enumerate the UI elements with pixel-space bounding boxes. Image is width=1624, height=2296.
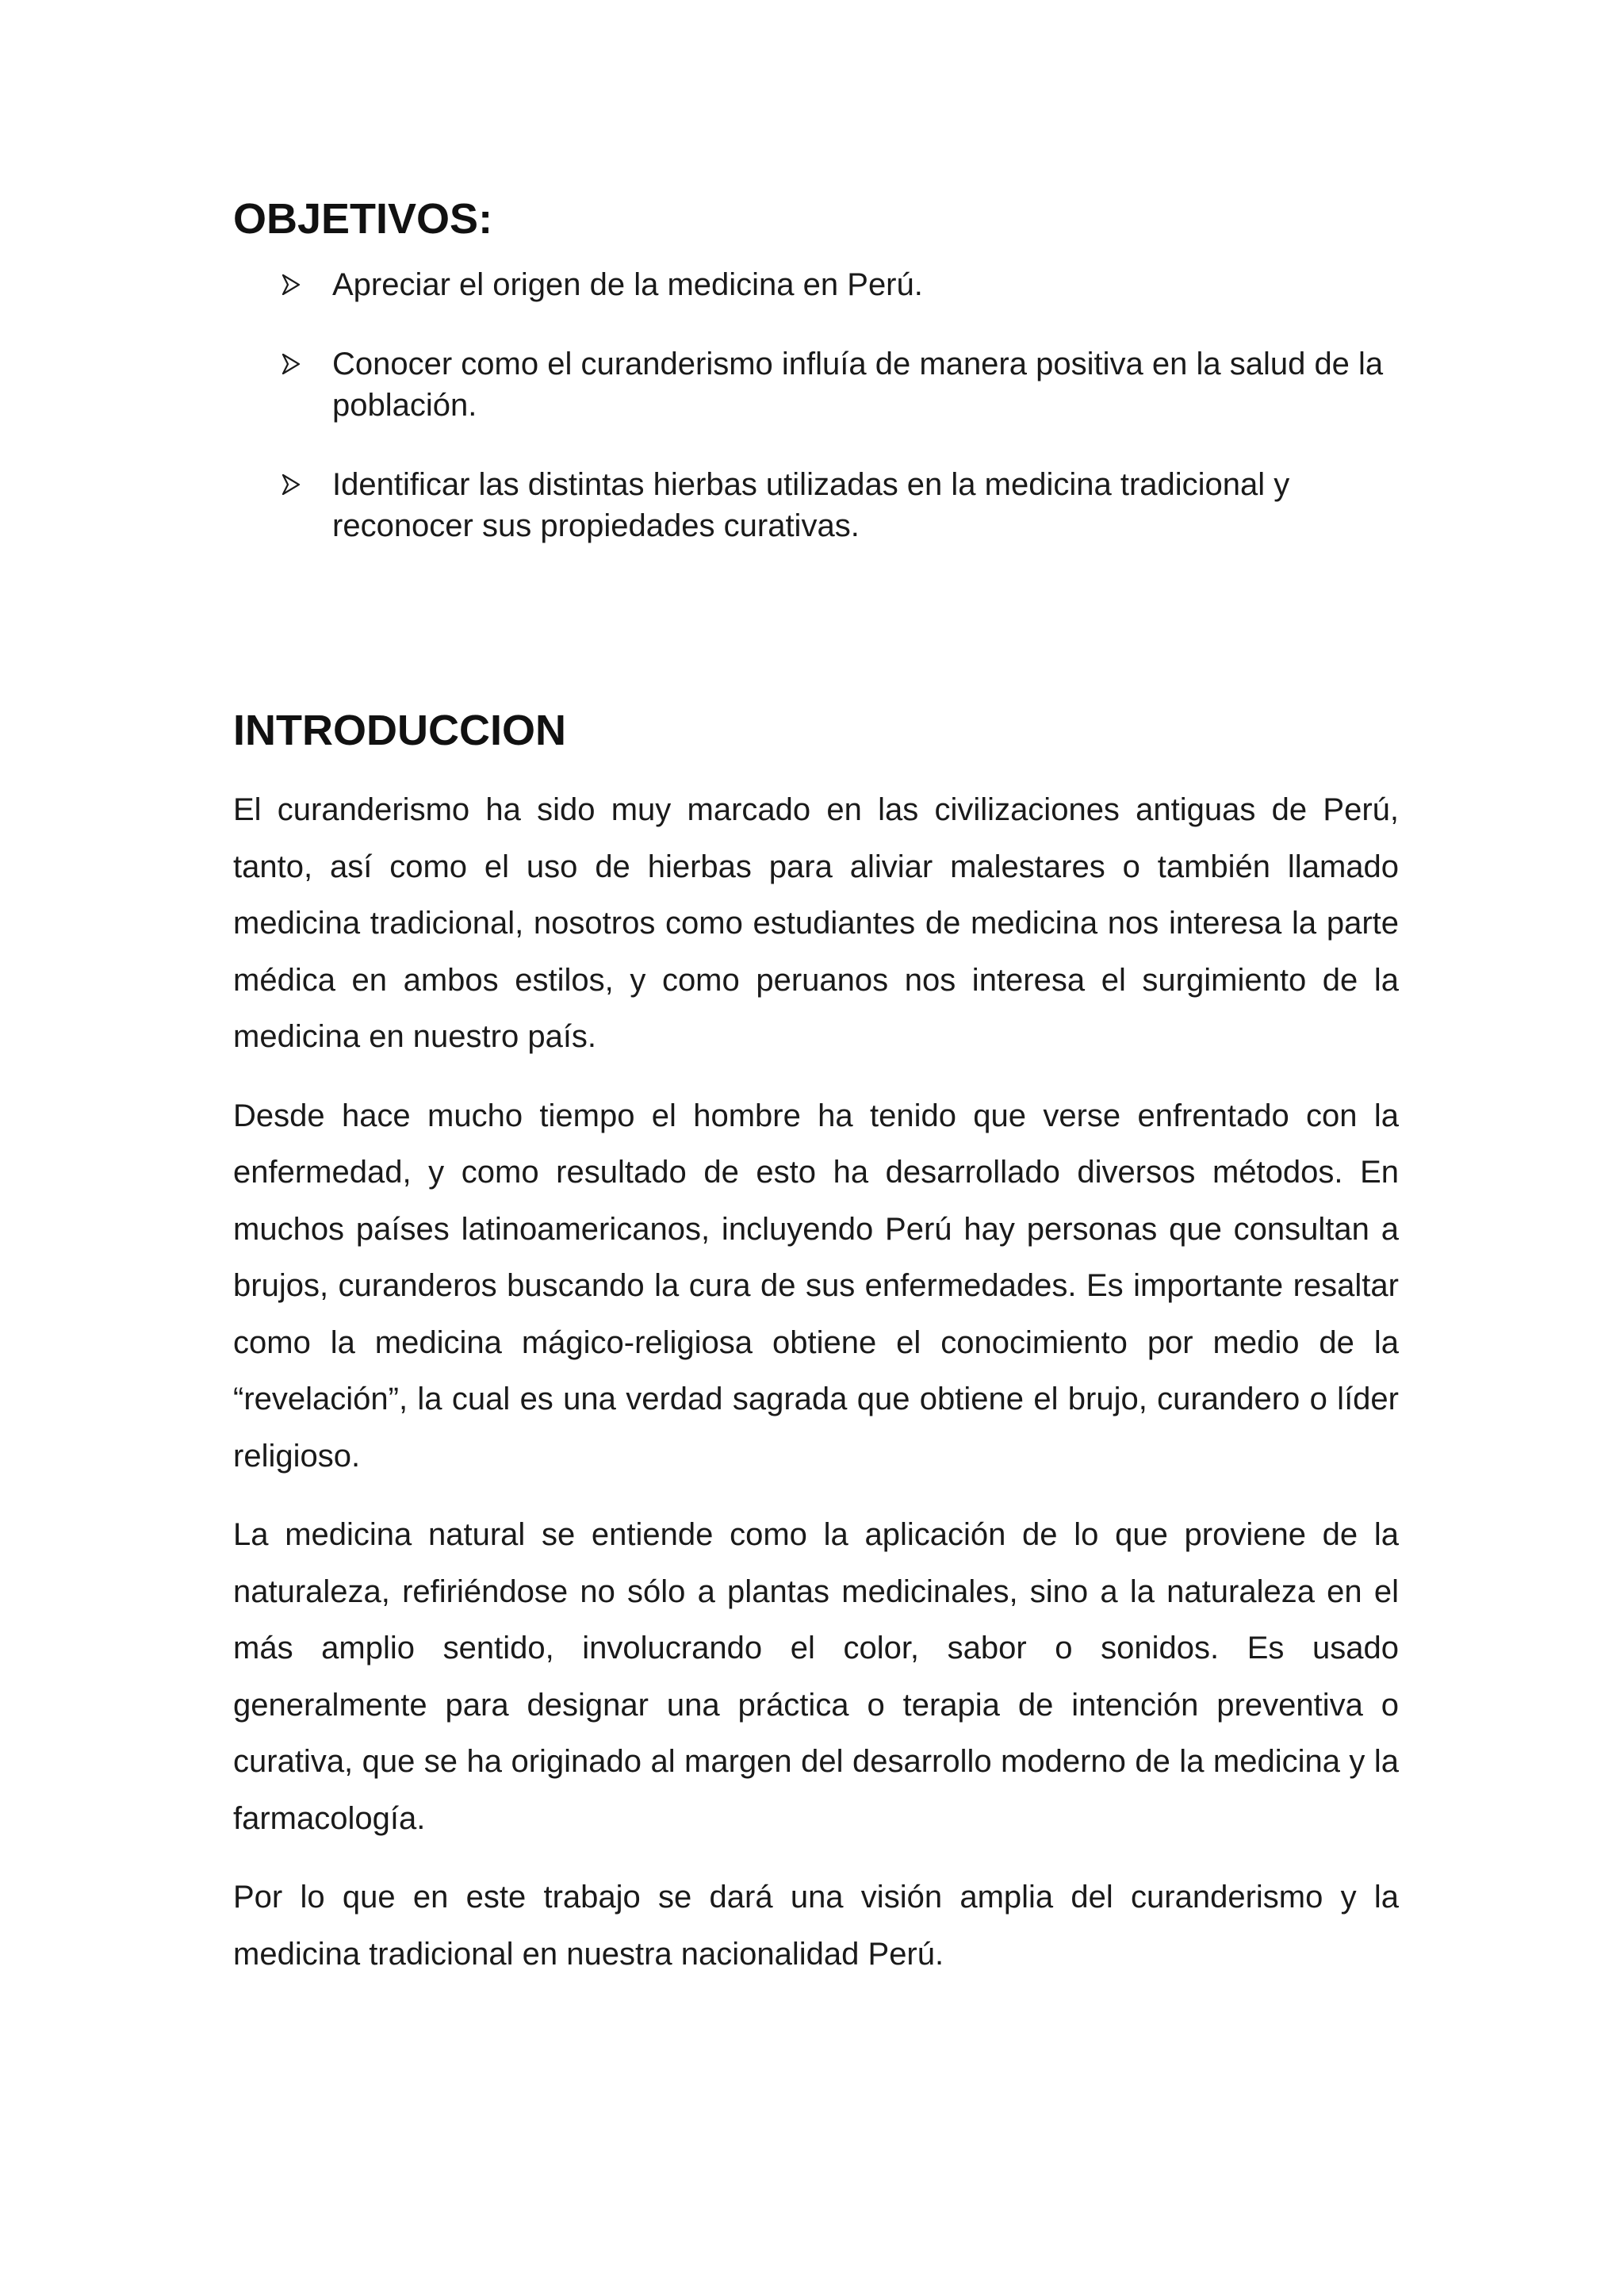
objective-text: Identificar las distintas hierbas utilizadas en la medicina tradicional y reconocer sus propiedades curativas. <box>332 467 1290 543</box>
list-item <box>233 343 1407 426</box>
introduction-paragraph: El curanderismo ha sido muy marcado en las civilizaciones antiguas de Perú, tanto, así como el uso de hierbas para aliviar malestares o también llamado medicina tradicional, nosotros como estudiantes de medicina nos interesa la parte médica en ambos estilos, y como peruanos nos interesa el surgimiento de la medicina en nuestro país. <box>233 792 1399 1054</box>
introduction-body <box>233 782 1399 2005</box>
introduction-heading: INTRODUCCION <box>233 707 566 754</box>
arrowhead-bullet-icon <box>282 264 314 305</box>
objectives-list <box>233 264 1407 585</box>
list-item <box>233 464 1407 546</box>
introduction-paragraph: Desde hace mucho tiempo el hombre ha tenido que verse enfrentado con la enfermedad, y como resultado de esto ha desarrollado diversos métodos. En muchos países latinoamericanos, incluyendo Perú hay personas que consultan a brujos, curanderos buscando la cura de sus enfermedades. Es importante resaltar como la medicina mágico-religiosa obtiene el conocimiento por medio de la “revelación”, la cual es una verdad sagrada que obtiene el brujo, curandero o líder religioso. <box>233 1098 1399 1474</box>
introduction-paragraph: La medicina natural se entiende como la aplicación de lo que proviene de la naturaleza, refiriéndose no sólo a plantas medicinales, sino a la naturaleza en el más amplio sentido, involucrando el color, sabor o sonidos. Es usado generalmente para designar una práctica o terapia de intención preventiva o curativa, que se ha originado al margen del desarrollo moderno de la medicina y la farmacología. <box>233 1517 1399 1836</box>
objectives-heading: OBJETIVOS: <box>233 195 493 243</box>
arrowhead-bullet-icon <box>282 464 314 505</box>
introduction-paragraph: Por lo que en este trabajo se dará una visión amplia del curanderismo y la medicina tradicional en nuestra nacionalidad Perú. <box>233 1880 1399 1972</box>
list-item <box>233 264 1407 305</box>
arrowhead-bullet-icon <box>282 343 314 385</box>
objective-text: Conocer como el curanderismo influía de manera positiva en la salud de la población. <box>332 347 1384 423</box>
objective-text: Apreciar el origen de la medicina en Perú. <box>332 267 923 302</box>
